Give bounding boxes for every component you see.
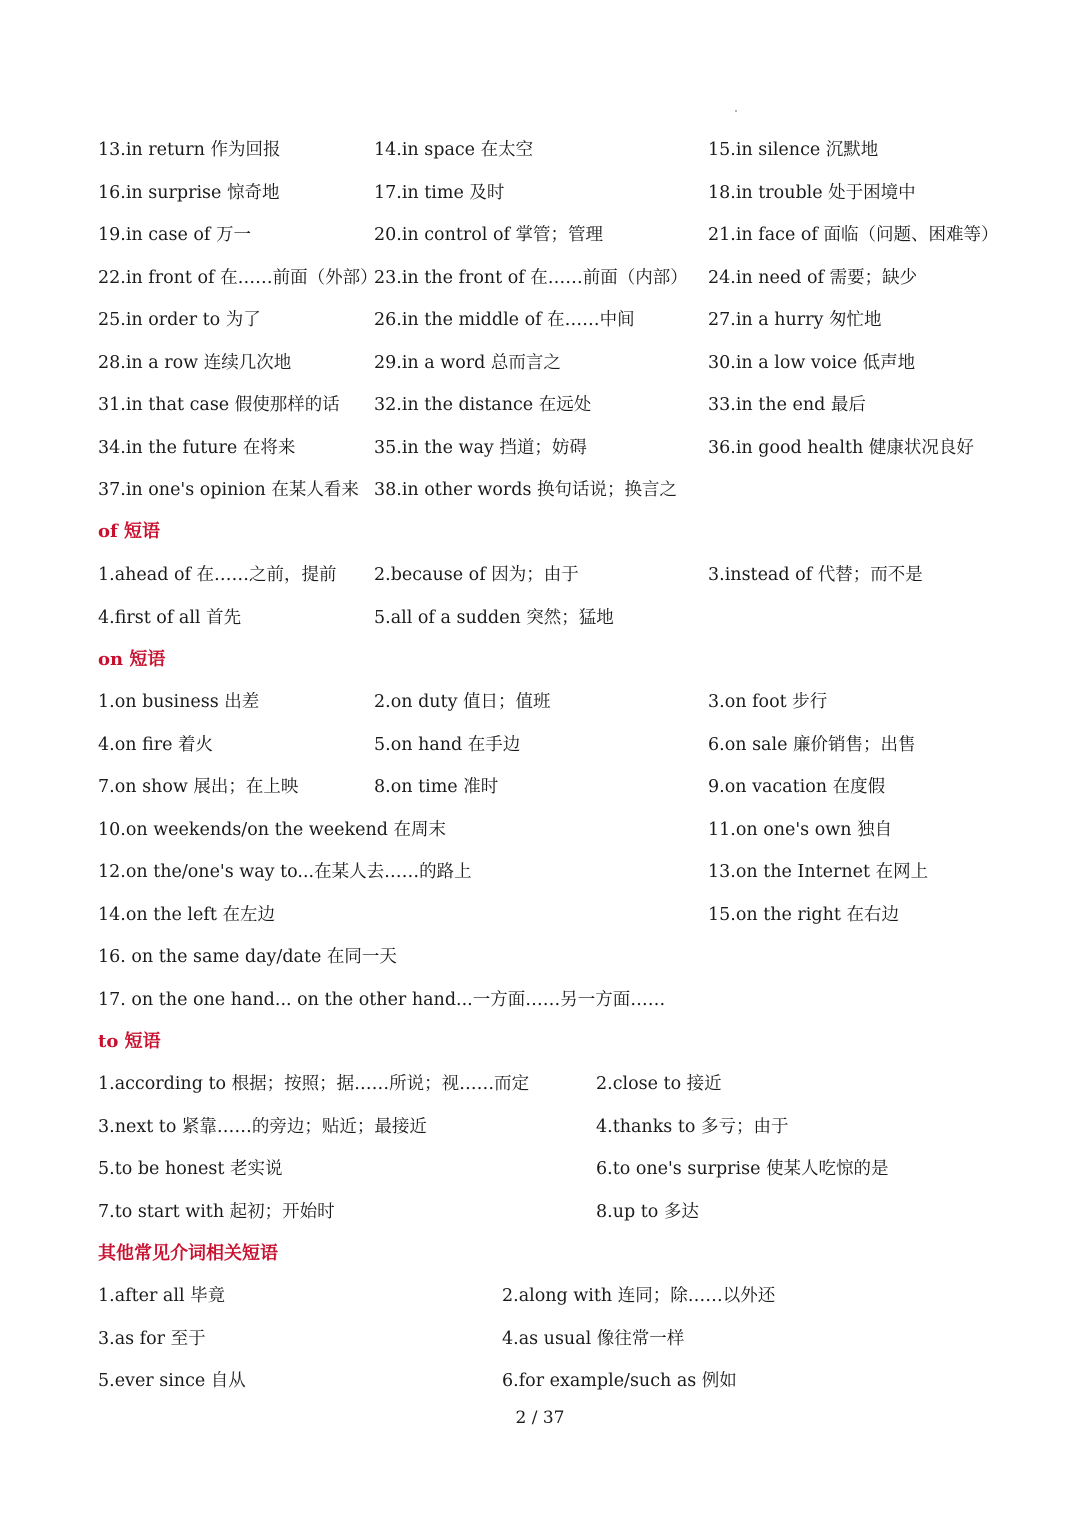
phrase-entry: 4.thanks to 多亏；由于 [596, 1116, 789, 1137]
phrase-row [98, 730, 998, 760]
phrase-row [98, 687, 998, 717]
phrase-entry: 15.in silence 沉默地 [708, 140, 879, 160]
scan-speck [735, 110, 737, 112]
phrase-entry: 8.up to 多达 [596, 1201, 699, 1222]
phrase-entry: 30.in a low voice 低声地 [708, 352, 916, 373]
phrase-entry: 31.in that case 假使那样的话 [98, 395, 340, 415]
phrase-row [98, 942, 998, 972]
phrase-entry: 2.close to 接近 [596, 1074, 722, 1094]
phrase-row [98, 263, 998, 293]
phrase-entry: 1.after all 毕竟 [98, 1286, 226, 1306]
phrase-entry: 8.on time 准时 [374, 777, 499, 797]
phrase-entry: 35.in the way 挡道；妨碍 [374, 437, 587, 458]
phrase-row [98, 772, 998, 802]
phrase-entry: 38.in other words 换句话说；换言之 [374, 480, 678, 500]
phrase-row [98, 603, 998, 633]
phrase-row [98, 1069, 998, 1099]
phrase-entry: 3.instead of 代替；而不是 [708, 565, 923, 585]
phrase-entry: 14.in space 在太空 [374, 140, 534, 160]
phrase-row [98, 433, 998, 463]
phrase-entry: 34.in the future 在将来 [98, 437, 296, 458]
phrase-entry: 3.as for 至于 [98, 1328, 206, 1349]
section-heading: of 短语 [98, 521, 161, 542]
phrase-entry: 7.to start with 起初；开始时 [98, 1201, 335, 1222]
phrase-entry: 6.on sale 廉价销售；出售 [708, 734, 916, 755]
section-heading: 其他常见介词相关短语 [98, 1243, 278, 1264]
phrase-entry: 36.in good health 健康状况良好 [708, 437, 974, 458]
phrase-entry: 3.on foot 步行 [708, 692, 828, 712]
section-heading: on 短语 [98, 649, 166, 670]
phrase-entry: 5.to be honest 老实说 [98, 1159, 283, 1179]
phrase-row [98, 220, 998, 250]
phrase-row [98, 135, 998, 165]
phrase-entry: 14.on the left 在左边 [98, 904, 275, 925]
phrase-entry: 5.all of a sudden 突然；猛地 [374, 607, 614, 628]
section-heading: to 短语 [98, 1031, 161, 1052]
phrase-row [98, 1281, 998, 1311]
phrase-entry: 1.according to 根据；按照；据……所说；视……而定 [98, 1074, 530, 1094]
phrase-entry: 21.in face of 面临（问题、困难等） [708, 225, 999, 245]
phrase-entry: 17. on the one hand... on the other hand...一方面……另一方面…… [98, 989, 666, 1010]
phrase-entry: 16. on the same day/date 在同一天 [98, 947, 397, 967]
phrase-row [98, 348, 998, 378]
phrase-entry: 37.in one's opinion 在某人看来 [98, 480, 359, 500]
phrase-entry: 29.in a word 总而言之 [374, 352, 561, 373]
phrase-entry: 15.on the right 在右边 [708, 904, 899, 925]
phrase-entry: 2.along with 连同；除……以外还 [502, 1286, 776, 1306]
phrase-entry: 22.in front of 在……前面（外部） [98, 267, 378, 288]
phrase-entry: 6.to one's surprise 使某人吃惊的是 [596, 1159, 889, 1179]
phrase-entry: 4.on fire 着火 [98, 734, 214, 755]
phrase-row [98, 178, 998, 208]
phrase-entry: 7.on show 展出；在上映 [98, 777, 299, 797]
phrase-entry: 4.as usual 像往常一样 [502, 1328, 685, 1349]
phrase-row [98, 857, 998, 887]
phrase-entry: 2.because of 因为；由于 [374, 565, 579, 585]
phrase-entry: 19.in case of 万一 [98, 225, 251, 245]
phrase-entry: 3.next to 紧靠……的旁边；贴近；最接近 [98, 1116, 427, 1137]
phrase-row [98, 305, 998, 335]
phrase-entry: 12.on the/one's way to...在某人去……的路上 [98, 862, 472, 882]
phrase-entry: 18.in trouble 处于困境中 [708, 182, 916, 203]
phrase-row [98, 1112, 998, 1142]
phrase-entry: 25.in order to 为了 [98, 310, 261, 330]
phrase-entry: 4.first of all 首先 [98, 607, 242, 628]
phrase-entry: 26.in the middle of 在……中间 [374, 310, 635, 330]
phrase-entry: 13.on the Internet 在网上 [708, 862, 929, 882]
phrase-entry: 9.on vacation 在度假 [708, 777, 886, 797]
phrase-row [98, 390, 998, 420]
phrase-entry: 32.in the distance 在远处 [374, 395, 592, 415]
phrase-entry: 2.on duty 值日；值班 [374, 692, 551, 712]
phrase-entry: 5.on hand 在手边 [374, 734, 521, 755]
phrase-row [98, 985, 998, 1015]
phrase-entry: 23.in the front of 在……前面（内部） [374, 267, 688, 288]
phrase-row [98, 1154, 998, 1184]
phrase-entry: 13.in return 作为回报 [98, 140, 281, 160]
phrase-entry: 16.in surprise 惊奇地 [98, 182, 280, 203]
phrase-entry: 1.ahead of 在……之前，提前 [98, 565, 337, 585]
page-number: 2 / 37 [515, 1408, 565, 1428]
phrase-row [98, 560, 998, 590]
phrase-row [98, 1197, 998, 1227]
phrase-row [98, 475, 998, 505]
phrase-entry: 1.on business 出差 [98, 692, 260, 712]
phrase-row [98, 1324, 998, 1354]
phrase-row [98, 900, 998, 930]
phrase-entry: 11.on one's own 独自 [708, 819, 893, 840]
phrase-entry: 17.in time 及时 [374, 182, 505, 203]
phrase-entry: 33.in the end 最后 [708, 395, 866, 415]
phrase-row [98, 815, 998, 845]
phrase-entry: 28.in a row 连续几次地 [98, 352, 292, 373]
phrase-entry: 20.in control of 掌管；管理 [374, 225, 604, 245]
phrase-entry: 5.ever since 自从 [98, 1371, 246, 1391]
phrase-entry: 27.in a hurry 匆忙地 [708, 310, 882, 330]
phrase-row [98, 1366, 998, 1396]
phrase-entry: 24.in need of 需要；缺少 [708, 267, 918, 288]
phrase-entry: 6.for example/such as 例如 [502, 1371, 737, 1391]
phrase-entry: 10.on weekends/on the weekend 在周末 [98, 819, 446, 840]
